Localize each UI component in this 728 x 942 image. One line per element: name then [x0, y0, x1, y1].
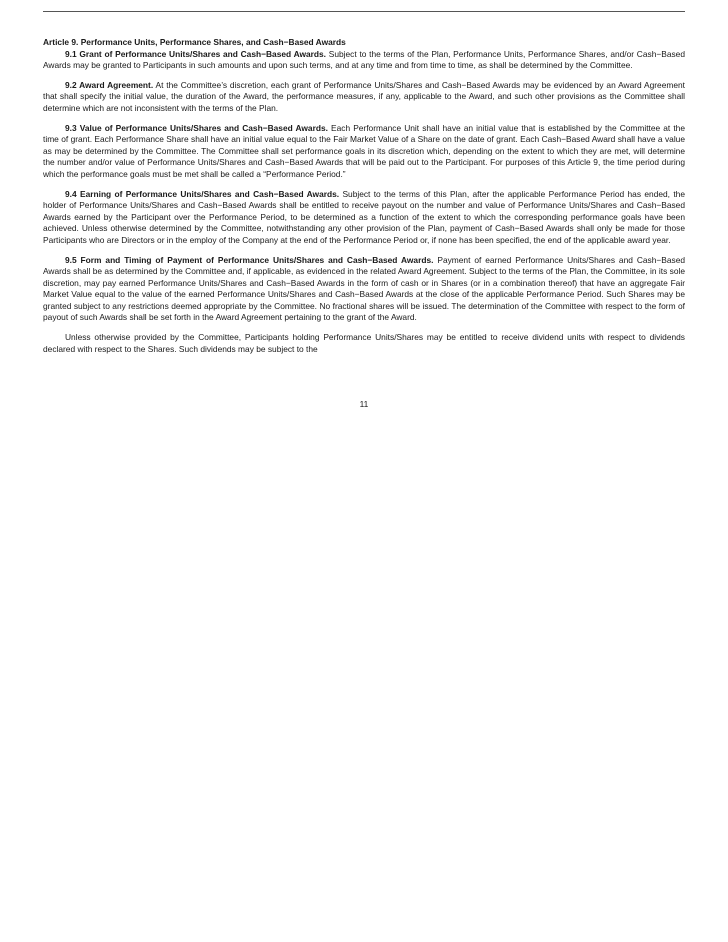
section-heading: 9.2 Award Agreement.	[65, 79, 154, 90]
dividend-paragraph	[43, 332, 685, 355]
section-body: Each Performance Unit shall have an initial value that is established by the Committee at the time of grant. Each Performance Share shall have an initial value equal to the Fair Market Value of a Share on the date of grant. Each Cash−Based Award shall have a value as may be determined by the Committee. The Committee shall set performance goals in its discretion which, depending on the extent to which they are met, will determine the number and/or value of Performance Units/Shares and Cash−Based Awards that will be paid out to the Participant. For purposes of this Article 9, the time period during which the performance goals must be met shall be called a “Performance Period.”	[43, 122, 685, 179]
section-heading: 9.5 Form and Timing of Payment of Performance Units/Shares and Cash−Based Awards.	[65, 254, 434, 265]
section-body: Unless otherwise provided by the Committee, Participants holding Performance Units/Shares may be entitled to receive dividend units with respect to dividends declared with respect to the Shares. Such dividends may be subject to the	[43, 332, 685, 354]
section-heading: 9.4 Earning of Performance Units/Shares and Cash−Based Awards.	[65, 188, 340, 199]
section-9-1	[43, 49, 685, 72]
page-number: 11	[359, 399, 369, 409]
section-body: Payment of earned Performance Units/Shares and Cash−Based Awards shall be as determined by the Committee and, if applicable, as evidenced in the related Award Agreement. Subject to the terms of the Plan, the Committee, in its sole discretion, may pay earned Performance Units/Shares and Cash−Based Awards in the form of cash or in Shares (or in a combination thereof) that have an aggregate Fair Market Value equal to the value of the earned Performance Units/Shares and Cash−Based Awards at the close of the applicable Performance Period. Such Shares may be granted subject to any restrictions deemed appropriate by the Committee. No fractional shares will be issued. The determination of the Committee with respect to the form of payout of such Awards shall be set forth in the Award Agreement pertaining to the grant of the Award.	[43, 254, 686, 323]
section-body: Subject to the terms of this Plan, after the applicable Performance Period has ended, the holder of Performance Units/Shares and Cash−Based Awards shall be entitled to receive payout on the number and value of Performance Units/Shares and Cash−Based Awards earned by the Participant over the Performance Period, to be determined as a function of the extent to which the corresponding performance goals have been achieved. Unless otherwise determined by the Committee, notwithstanding any other provision of the Plan, payment of Cash−Based Awards shall only be made for those Participants who are Directors or in the employ of the Company at the end of the Performance Period or, if none has been specified, the end of the applicable award year.	[43, 188, 685, 245]
header-rule	[43, 11, 685, 12]
section-9-4	[43, 189, 685, 247]
section-body: At the Committee’s discretion, each grant of Performance Units/Shares and Cash−Based Awards may be evidenced by an Award Agreement that shall specify the initial value, the duration of the Award, the performance measures, if any, applicable to the Award, and such other provisions as the Committee shall determine which are not inconsistent with the terms of the Plan.	[43, 79, 685, 113]
section-heading: 9.3 Value of Performance Units/Shares and Cash−Based Awards.	[65, 122, 328, 133]
article-heading: Article 9. Performance Units, Performance Shares, and Cash−Based Awards	[43, 37, 346, 47]
section-9-2	[43, 80, 685, 115]
section-heading: 9.1 Grant of Performance Units/Shares and Cash−Based Awards.	[65, 48, 327, 59]
section-9-5	[43, 255, 685, 325]
document-page	[43, 37, 685, 363]
section-9-3	[43, 123, 685, 181]
section-body: Subject to the terms of the Plan, Performance Units, Performance Shares, and/or Cash−Based Awards may be granted to Participants in such amounts and upon such terms, and at any time and from time to time, as shall be determined by the Committee.	[43, 48, 685, 71]
